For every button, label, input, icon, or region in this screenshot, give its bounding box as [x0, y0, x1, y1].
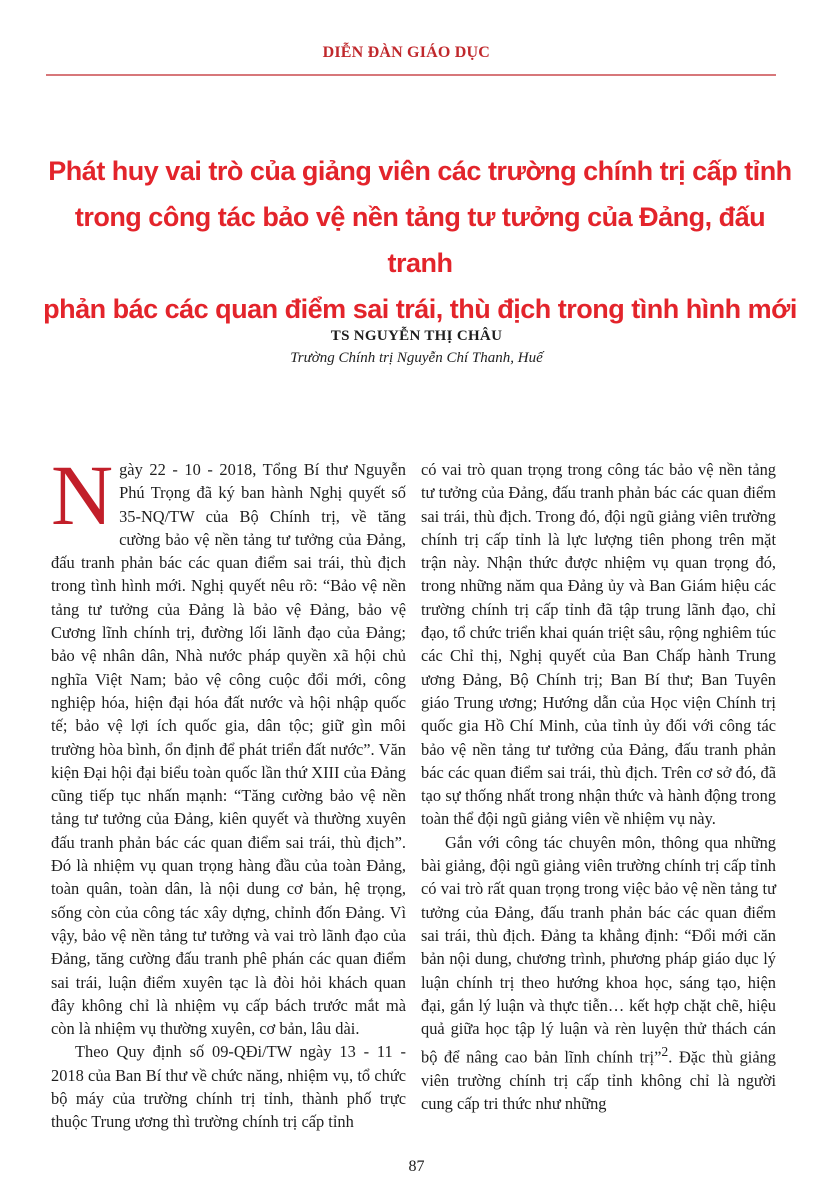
- title-line: phản bác các quan điểm sai trái, thù địch trong tình hình mới: [43, 294, 797, 324]
- page-number: 87: [408, 1158, 425, 1175]
- title-line: trong công tác bảo vệ nền tảng tư tưởng của Đảng, đấu tranh: [74, 202, 766, 278]
- drop-cap: N: [51, 447, 114, 543]
- article-title: [40, 148, 800, 332]
- title-line: Phát huy vai trò của giảng viên các trường chính trị cấp tỉnh: [48, 156, 792, 186]
- left-column: [51, 447, 406, 1134]
- footnote-ref[interactable]: 2: [661, 1044, 669, 1060]
- paragraph: [421, 831, 776, 1116]
- paragraph: có vai trò quan trọng trong công tác bảo vệ nền tảng tư tưởng của Đảng, đấu tranh phản bác các quan điểm sai trái, thù địch. Trong đó, đội ngũ giảng viên trường chính trị cấp tỉnh là lực lượng tiên phong trên mặt trận này. Nhận thức được nhiệm vụ quan trọng đó, trong những năm qua Đảng ủy và Ban Giám hiệu các trường chính trị cấp tỉnh đã tập trung lãnh đạo, chỉ đạo, tổ chức triển khai quán triệt sâu, rộng nghiêm túc các Chỉ thị, Nghị quyết của Ban Chấp hành Trung ương Đảng, Bộ Chính trị; Ban Bí thư; Ban Tuyên giáo Trung ương; Hướng dẫn của Học viện Chính trị quốc gia Hồ Chí Minh, của tỉnh ủy đối với công tác bảo vệ nền tảng tư tưởng của Đảng, đấu tranh phản bác các quan điểm sai trái, thù địch. Trên cơ sở đó, đã tạo sự thống nhất trong nhận thức và hành động trong toàn thể đội ngũ giảng viên về nhiệm vụ này.: [421, 460, 776, 829]
- author-affiliation: Trường Chính trị Nguyễn Chí Thanh, Huế: [290, 350, 543, 366]
- header-rule: [46, 74, 776, 76]
- section-label: DIỄN ĐÀN GIÁO DỤC: [322, 44, 490, 61]
- paragraph-text: gày 22 - 10 - 2018, Tổng Bí thư Nguyễn Phú Trọng đã ký ban hành Nghị quyết số 35-NQ/TW của Bộ Chính trị, về tăng cường bảo vệ nền tảng tư tưởng của Đảng, đấu tranh phản bác các quan điểm sai trái, thù địch trong tình hình mới. Nghị quyết nêu rõ: “Bảo vệ nền tảng tư tưởng của Đảng là bảo vệ Đảng, bảo vệ Cương lĩnh chính trị, đường lối lãnh đạo của Đảng; bảo vệ nhân dân, Nhà nước pháp quyền xã hội chủ nghĩa Việt Nam; bảo vệ công cuộc đổi mới, công nghiệp hóa, hiện đại hóa đất nước và hội nhập quốc tế; bảo vệ lợi ích quốc gia, dân tộc; giữ gìn môi trường hòa bình, ổn định để phát triển đất nước”. Văn kiện Đại hội đại biểu toàn quốc lần thứ XIII của Đảng cũng tiếp tục nhấn mạnh: “Tăng cường bảo vệ nền tảng tư tưởng của Đảng, kiên quyết và thường xuyên đấu tranh phản bác các quan điểm sai trái, thù địch”. Đó là nhiệm vụ quan trọng hàng đầu của toàn Đảng, toàn quân, toàn dân, là nội dung cơ bản, hệ trọng, sống còn của công tác xây dựng, chỉnh đốn Đảng. Vì vậy, bảo vệ nền tảng tư tưởng và vai trò lãnh đạo của Đảng, tăng cường đấu tranh phê phán các quan điểm sai trái, luận điểm xuyên tạc là đòi hỏi khách quan đây không chỉ là nhiệm vụ cấp bách trước mắt mà còn là nhiệm vụ thường xuyên, cơ bản, lâu dài.: [51, 460, 406, 1039]
- paragraph-text: Gắn với công tác chuyên môn, thông qua những bài giảng, đội ngũ giảng viên trường chính trị cấp tỉnh có vai trò rất quan trọng trong việc bảo vệ nền tảng tư tưởng của Đảng, đấu tranh phản bác các quan điểm sai trái, thù địch. Đảng ta khẳng định: “Đổi mới căn bản nội dung, chương trình, phương pháp giáo dục lý luận chính trị theo hướng khoa học, sáng tạo, hiện đại, gắn lý luận và thực tiễn… kết hợp chặt chẽ, hiệu quả giữa học tập lý luận và rèn luyện thử thách cán bộ để nâng cao bản lĩnh chính trị”: [421, 832, 776, 1067]
- paragraph-text: . Đặc thù giảng viên trường chính trị cấp tỉnh không chỉ là người cung cấp tri thức như những: [421, 1047, 776, 1114]
- paragraph: Theo Quy định số 09-QĐi/TW ngày 13 - 11 - 2018 của Ban Bí thư về chức năng, nhiệm vụ, tổ chức bộ máy của trường chính trị tỉnh, thành phố trực thuộc Trung ương thì trường chính trị cấp tỉnh: [51, 1042, 406, 1132]
- right-column: [421, 458, 776, 1116]
- paragraph: [51, 447, 406, 1040]
- author-name: TS NGUYỄN THỊ CHÂU: [330, 328, 503, 344]
